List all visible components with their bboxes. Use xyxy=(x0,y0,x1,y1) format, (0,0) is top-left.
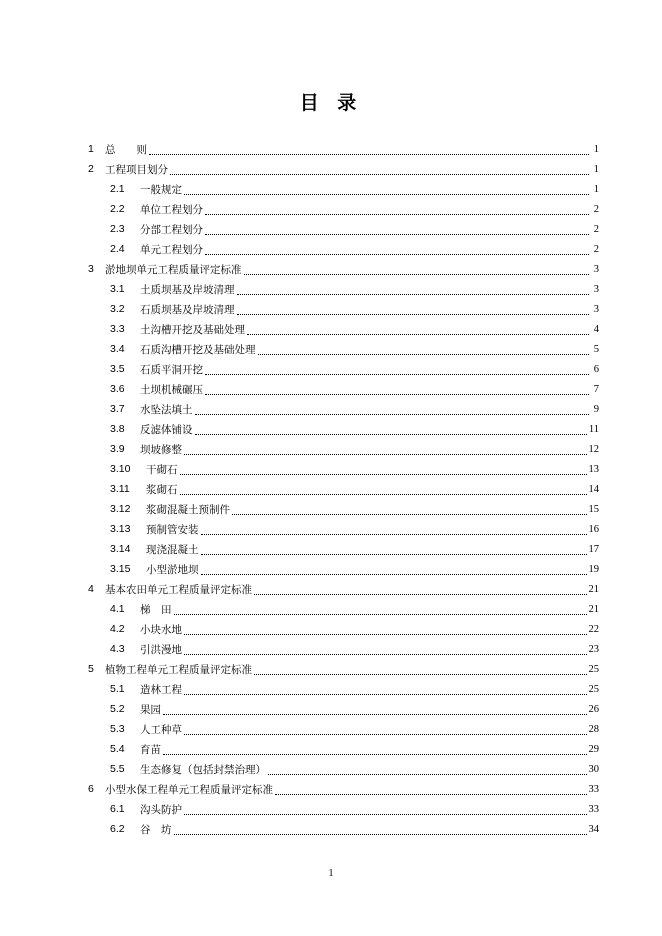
toc-entry-label: 单元工程划分 xyxy=(140,243,203,256)
toc-leader-dots xyxy=(174,823,587,835)
toc-entry-number: 2.1 xyxy=(110,183,125,195)
toc-leader-dots xyxy=(201,523,587,535)
toc-entry[interactable] xyxy=(88,319,599,339)
toc-entry-page: 4 xyxy=(593,323,599,335)
toc-entry[interactable] xyxy=(88,699,599,719)
toc-leader-dots xyxy=(254,583,587,595)
toc-entry-label: 育苗 xyxy=(140,743,161,756)
toc-entry[interactable] xyxy=(88,239,599,259)
toc-entry-number: 6.1 xyxy=(110,803,125,815)
toc-entry-label: 淤地坝单元工程质量评定标准 xyxy=(105,263,242,276)
toc-leader-dots xyxy=(184,803,587,815)
toc-entry-page: 3 xyxy=(593,303,599,315)
toc-entry-number: 3.11 xyxy=(110,483,130,495)
toc-entry-page: 21 xyxy=(588,603,599,615)
toc-entry-number: 3.6 xyxy=(110,383,125,395)
toc-entry-page: 14 xyxy=(588,483,599,495)
toc-entry-label: 石质坝基及岸坡清理 xyxy=(140,303,235,316)
toc-leader-dots xyxy=(205,203,589,215)
page-title: 目 录 xyxy=(299,92,363,114)
toc-entry-number: 4.2 xyxy=(110,623,125,635)
toc-entry-number: 2.3 xyxy=(110,223,125,235)
toc-entry-number: 3.4 xyxy=(110,343,125,355)
page-number: 1 xyxy=(328,868,334,879)
toc-leader-dots xyxy=(205,243,589,255)
toc-entry-number: 3.1 xyxy=(110,283,125,295)
toc-entry-number: 4.3 xyxy=(110,643,125,655)
toc-entry-label: 浆砌石 xyxy=(146,483,178,496)
toc-entry-page: 29 xyxy=(588,743,599,755)
toc-leader-dots xyxy=(268,763,587,775)
toc-entry-page: 34 xyxy=(588,823,599,835)
toc-entry[interactable] xyxy=(88,639,599,659)
toc-leader-dots xyxy=(195,403,590,415)
toc-entry-page: 2 xyxy=(593,223,599,235)
toc-entry-label: 水坠法填土 xyxy=(140,403,193,416)
toc-leader-dots xyxy=(184,623,587,635)
toc-entry-page: 17 xyxy=(588,543,599,555)
toc-entry[interactable] xyxy=(88,619,599,639)
toc-entry-number: 3.15 xyxy=(110,563,131,575)
toc-entry-label: 沟头防护 xyxy=(140,803,182,816)
toc-entry-page: 1 xyxy=(593,183,599,195)
toc-entry-page: 19 xyxy=(588,563,599,575)
toc-entry-label: 造林工程 xyxy=(140,683,182,696)
toc-entry[interactable] xyxy=(88,359,599,379)
toc-entry-page: 25 xyxy=(588,663,599,675)
toc-entry-number: 4.1 xyxy=(110,603,125,615)
toc-entry-label: 引洪漫地 xyxy=(140,643,182,656)
toc-entry-number: 5.2 xyxy=(110,703,125,715)
toc-leader-dots xyxy=(201,543,587,555)
toc-entry-label: 浆砌混凝土预制件 xyxy=(146,503,230,516)
toc-entry-page: 6 xyxy=(593,363,599,375)
toc-leader-dots xyxy=(258,343,590,355)
toc-entry-number: 5.4 xyxy=(110,743,125,755)
toc-entry[interactable] xyxy=(88,779,599,799)
toc-entry-label: 小块水地 xyxy=(140,623,182,636)
toc-leader-dots xyxy=(170,163,589,175)
toc-entry-label: 梯 田 xyxy=(140,603,172,616)
toc-entry-label: 植物工程单元工程质量评定标准 xyxy=(105,663,252,676)
toc-leader-dots xyxy=(184,683,587,695)
toc-entry-page: 25 xyxy=(588,683,599,695)
toc-entry[interactable] xyxy=(88,139,599,159)
toc-entry-label: 谷 坊 xyxy=(140,823,172,836)
toc-entry[interactable] xyxy=(88,219,599,239)
toc-entry-number: 3.9 xyxy=(110,443,125,455)
toc-leader-dots xyxy=(163,703,587,715)
toc-entry-number: 2.2 xyxy=(110,203,125,215)
toc-entry-number: 2 xyxy=(88,163,94,175)
toc-entry-number: 5.3 xyxy=(110,723,125,735)
toc-entry-label: 石质平洞开挖 xyxy=(140,363,203,376)
toc-entry[interactable] xyxy=(88,439,599,459)
toc-entry[interactable] xyxy=(88,579,599,599)
toc-entry-number: 5 xyxy=(88,663,94,675)
toc-entry-label: 坝坡修整 xyxy=(140,443,182,456)
toc-leader-dots xyxy=(205,383,589,395)
toc-leader-dots xyxy=(237,303,590,315)
toc-entry-page: 23 xyxy=(588,643,599,655)
toc-entry-page: 26 xyxy=(588,703,599,715)
toc-entry-page: 21 xyxy=(588,583,599,595)
toc-leader-dots xyxy=(184,643,587,655)
toc-leader-dots xyxy=(195,423,587,435)
toc-leader-dots xyxy=(180,463,587,475)
toc-entry[interactable] xyxy=(88,259,599,279)
toc-entry-number: 6 xyxy=(88,783,94,795)
toc-leader-dots xyxy=(237,283,590,295)
toc-entry-number: 3.3 xyxy=(110,323,125,335)
toc-entry-label: 工程项目划分 xyxy=(105,163,168,176)
toc-entry[interactable] xyxy=(88,499,599,519)
toc-leader-dots xyxy=(149,143,589,155)
toc-leader-dots xyxy=(184,183,589,195)
toc-entry-page: 2 xyxy=(593,243,599,255)
toc-entry[interactable] xyxy=(88,279,599,299)
toc-entry-label: 果园 xyxy=(140,703,161,716)
toc-entry-number: 3.5 xyxy=(110,363,125,375)
toc-entry-number: 3.12 xyxy=(110,503,131,515)
toc-entry-page: 11 xyxy=(588,423,599,435)
toc-entry-page: 33 xyxy=(588,803,599,815)
toc-entry-number: 3.14 xyxy=(110,543,131,555)
toc-entry-number: 3.2 xyxy=(110,303,125,315)
toc-entry[interactable] xyxy=(88,799,599,819)
toc-entry-label: 反滤体铺设 xyxy=(140,423,193,436)
toc-entry[interactable] xyxy=(88,399,599,419)
toc-entry-number: 5.5 xyxy=(110,763,125,775)
toc-entry-page: 16 xyxy=(588,523,599,535)
toc-entry-page: 2 xyxy=(593,203,599,215)
toc-entry-number: 3.10 xyxy=(110,463,131,475)
toc-entry[interactable] xyxy=(88,459,599,479)
toc-leader-dots xyxy=(232,503,587,515)
toc-leader-dots xyxy=(205,223,589,235)
toc-entry-number: 4 xyxy=(88,583,94,595)
toc-entry-page: 28 xyxy=(588,723,599,735)
toc-entry-label: 小型淤地坝 xyxy=(146,563,199,576)
toc-entry[interactable] xyxy=(88,719,599,739)
toc-entry-number: 3.13 xyxy=(110,523,131,535)
toc-entry-label: 土坝机械碾压 xyxy=(140,383,203,396)
table-of-contents xyxy=(88,139,599,839)
toc-entry-label: 生态修复（包括封禁治理） xyxy=(140,763,266,776)
toc-entry-page: 1 xyxy=(593,143,599,155)
toc-entry-number: 1 xyxy=(88,143,94,155)
toc-entry-page: 13 xyxy=(588,463,599,475)
toc-entry[interactable] xyxy=(88,819,599,839)
toc-entry-page: 3 xyxy=(593,283,599,295)
toc-entry-label: 现浇混凝土 xyxy=(146,543,199,556)
toc-entry-page: 15 xyxy=(588,503,599,515)
toc-entry-label: 土质坝基及岸坡清理 xyxy=(140,283,235,296)
toc-leader-dots xyxy=(180,483,587,495)
toc-entry-label: 总 则 xyxy=(105,143,147,156)
toc-leader-dots xyxy=(244,263,590,275)
toc-entry-number: 5.1 xyxy=(110,683,125,695)
toc-entry-page: 1 xyxy=(593,163,599,175)
toc-entry[interactable] xyxy=(88,599,599,619)
toc-entry-number: 3.7 xyxy=(110,403,125,415)
toc-entry[interactable] xyxy=(88,479,599,499)
toc-entry-label: 人工种草 xyxy=(140,723,182,736)
toc-entry-page: 3 xyxy=(593,263,599,275)
toc-leader-dots xyxy=(184,723,587,735)
toc-entry-label: 干砌石 xyxy=(146,463,178,476)
toc-entry[interactable] xyxy=(88,159,599,179)
toc-entry[interactable] xyxy=(88,339,599,359)
toc-entry-page: 9 xyxy=(593,403,599,415)
toc-entry-page: 7 xyxy=(593,383,599,395)
toc-entry-number: 6.2 xyxy=(110,823,125,835)
toc-entry[interactable] xyxy=(88,419,599,439)
toc-entry-number: 3.8 xyxy=(110,423,125,435)
toc-leader-dots xyxy=(163,743,587,755)
toc-entry-label: 一般规定 xyxy=(140,183,182,196)
toc-entry[interactable] xyxy=(88,299,599,319)
toc-entry[interactable] xyxy=(88,739,599,759)
toc-entry[interactable] xyxy=(88,559,599,579)
toc-entry[interactable] xyxy=(88,379,599,399)
toc-entry-label: 土沟槽开挖及基础处理 xyxy=(140,323,245,336)
toc-leader-dots xyxy=(201,563,587,575)
toc-leader-dots xyxy=(184,443,587,455)
toc-entry-label: 石质沟槽开挖及基础处理 xyxy=(140,343,256,356)
toc-entry[interactable] xyxy=(88,539,599,559)
toc-entry-page: 12 xyxy=(588,443,599,455)
toc-entry[interactable] xyxy=(88,199,599,219)
toc-entry-label: 预制管安装 xyxy=(146,523,199,536)
toc-entry[interactable] xyxy=(88,519,599,539)
toc-leader-dots xyxy=(254,663,587,675)
toc-leader-dots xyxy=(174,603,587,615)
toc-entry-number: 2.4 xyxy=(110,243,125,255)
toc-entry-label: 基本农田单元工程质量评定标准 xyxy=(105,583,252,596)
toc-entry[interactable] xyxy=(88,759,599,779)
toc-entry-page: 22 xyxy=(588,623,599,635)
toc-entry-page: 5 xyxy=(593,343,599,355)
toc-entry[interactable] xyxy=(88,179,599,199)
toc-entry-page: 33 xyxy=(588,783,599,795)
toc-entry-label: 单位工程划分 xyxy=(140,203,203,216)
toc-entry-number: 3 xyxy=(88,263,94,275)
toc-leader-dots xyxy=(205,363,589,375)
toc-entry-page: 30 xyxy=(588,763,599,775)
toc-entry[interactable] xyxy=(88,659,599,679)
toc-leader-dots xyxy=(275,783,587,795)
toc-entry[interactable] xyxy=(88,679,599,699)
toc-leader-dots xyxy=(247,323,589,335)
toc-entry-label: 分部工程划分 xyxy=(140,223,203,236)
toc-entry-label: 小型水保工程单元工程质量评定标准 xyxy=(105,783,273,796)
